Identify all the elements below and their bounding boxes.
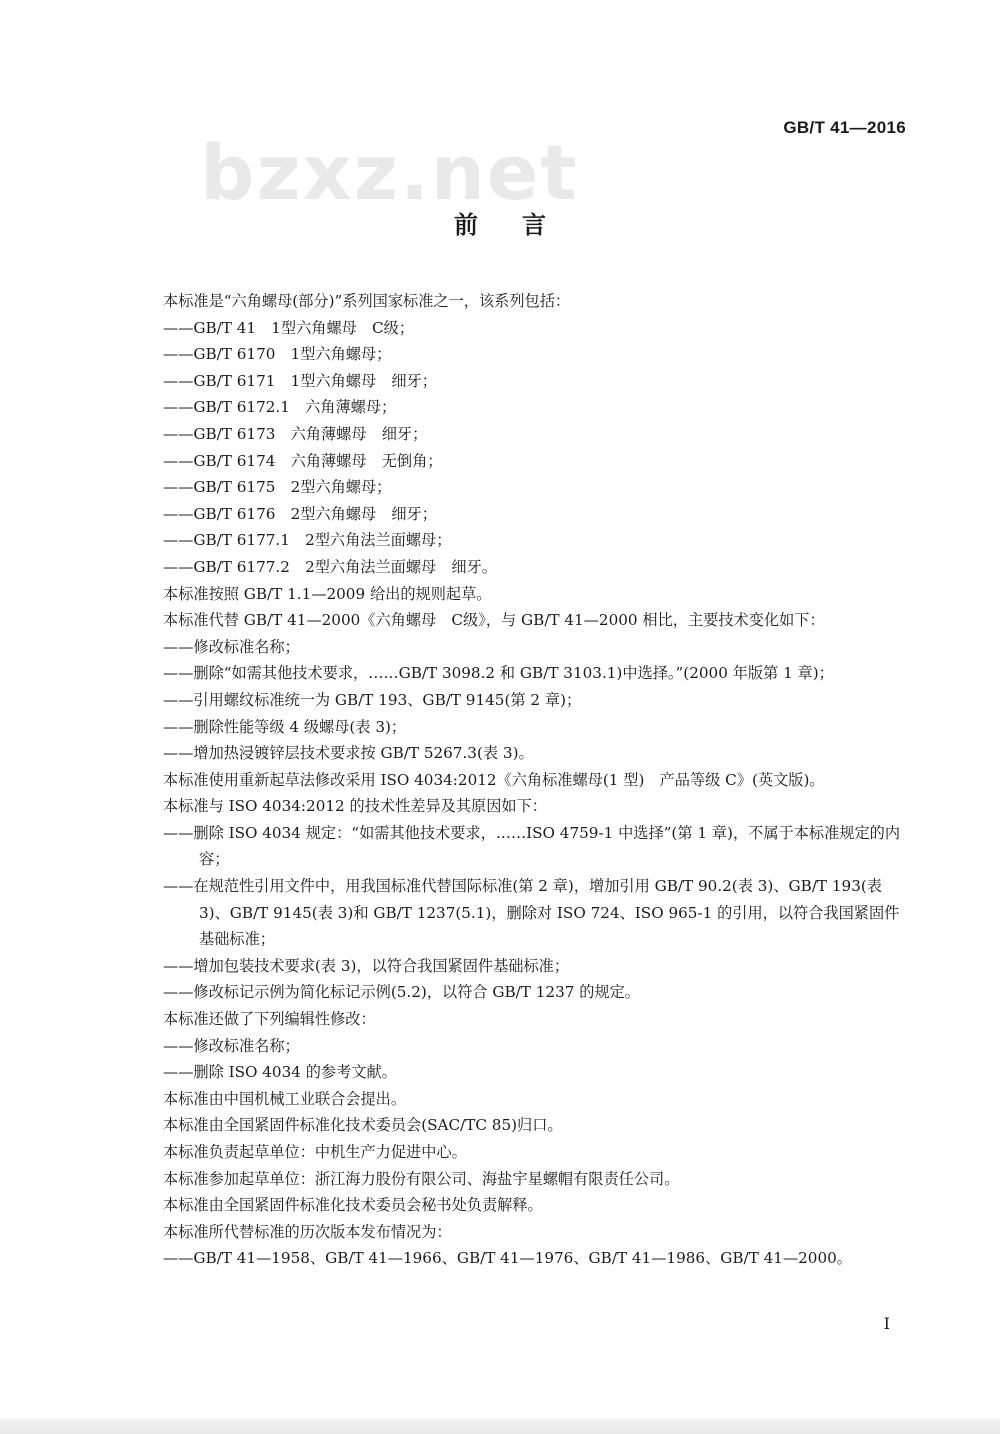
paragraph: 本标准参加起草单位：浙江海力股份有限公司、海盐宇星螺帽有限责任公司。 [163, 1169, 680, 1188]
document-body [163, 288, 913, 1272]
paragraph: 本标准使用重新起草法修改采用 ISO 4034:2012《六角标准螺母(1 型) 产品等级 C》(英文版)。 [163, 770, 825, 789]
page-number: I [883, 1314, 890, 1333]
watermark: bzxz.net [200, 128, 579, 217]
list-item: ——GB/T 6174 六角薄螺母 无倒角； [163, 451, 443, 470]
list-item: ——删除“如需其他技术要求，……GB/T 3098.2 和 GB/T 3103.1)中选择。”(2000 年版第 1 章)； [163, 664, 834, 683]
paragraph: 本标准由全国紧固件标准化技术委员会秘书处负责解释。 [163, 1196, 543, 1215]
page-bottom-edge [0, 1418, 1000, 1434]
list-item: ——GB/T 41—1958、GB/T 41—1966、GB/T 41—1976、GB/T 41—1986、GB/T 41—2000。 [163, 1249, 852, 1268]
page-title: 前言 [454, 211, 590, 239]
paragraph: 本标准还做了下列编辑性修改： [163, 1010, 376, 1029]
paragraph: 本标准负责起草单位：中机生产力促进中心。 [163, 1143, 467, 1161]
list-item: ——修改标准名称； [163, 1036, 300, 1055]
paragraph: 本标准按照 GB/T 1.1—2009 给出的规则起草。 [163, 584, 492, 603]
list-item: ——GB/T 6176 2型六角螺母 细牙； [163, 504, 437, 523]
list-item: ——修改标记示例为简化标记示例(5.2)，以符合 GB/T 1237 的规定。 [163, 983, 640, 1002]
list-item: ——在规范性引用文件中，用我国标准代替国际标准(第 2 章)，增加引用 GB/T 90.2(表 3)、GB/T 193(表 3)、GB/T 9145(表 3)和 GB/T 1237(5.1)，删除对 ISO 724、ISO 965-1 的引用，以符合我国紧固件基础标准； [163, 877, 900, 949]
list-item: ——GB/T 6173 六角薄螺母 细牙； [163, 424, 428, 443]
list-item: ——GB/T 6177.2 2型六角法兰面螺母 细牙。 [163, 557, 497, 576]
list-item: ——GB/T 6177.1 2型六角法兰面螺母； [163, 531, 452, 550]
list-item: ——GB/T 41 1型六角螺母 C级； [163, 318, 415, 337]
paragraph: 本标准由中国机械工业联合会提出。 [163, 1089, 406, 1108]
paragraph: 本标准与 ISO 4034:2012 的技术性差异及其原因如下： [163, 797, 547, 816]
list-item: ——删除 ISO 4034 的参考文献。 [163, 1063, 397, 1082]
list-item: ——删除性能等级 4 级螺母(表 3)； [163, 717, 407, 736]
list-item: ——增加包装技术要求(表 3)，以符合我国紧固件基础标准； [163, 956, 570, 975]
list-item: ——引用螺纹标准统一为 GB/T 193、GB/T 9145(第 2 章)； [163, 690, 582, 709]
paragraph: 本标准所代替标准的历次版本发布情况为： [163, 1222, 452, 1241]
list-item: ——GB/T 6171 1型六角螺母 细牙； [163, 371, 437, 390]
list-item: ——GB/T 6170 1型六角螺母； [163, 345, 392, 364]
list-item: ——修改标准名称； [163, 637, 300, 656]
list-item: ——删除 ISO 4034 规定：“如需其他技术要求，……ISO 4759-1 中选择”(第 1 章)，不属于本标准规定的内容； [163, 823, 901, 869]
list-item: ——GB/T 6175 2型六角螺母； [163, 478, 392, 497]
list-item: ——增加热浸镀锌层技术要求按 GB/T 5267.3(表 3)。 [163, 744, 534, 763]
paragraph: 本标准代替 GB/T 41—2000《六角螺母 C级》，与 GB/T 41—2000 相比，主要技术变化如下： [163, 611, 825, 630]
paragraph: 本标准由全国紧固件标准化技术委员会(SAC/TC 85)归口。 [163, 1116, 563, 1135]
paragraph: 本标准是“六角螺母(部分)”系列国家标准之一，该系列包括： [163, 292, 571, 310]
standard-code: GB/T 41—2016 [783, 118, 906, 137]
list-item: ——GB/T 6172.1 六角薄螺母； [163, 398, 397, 417]
